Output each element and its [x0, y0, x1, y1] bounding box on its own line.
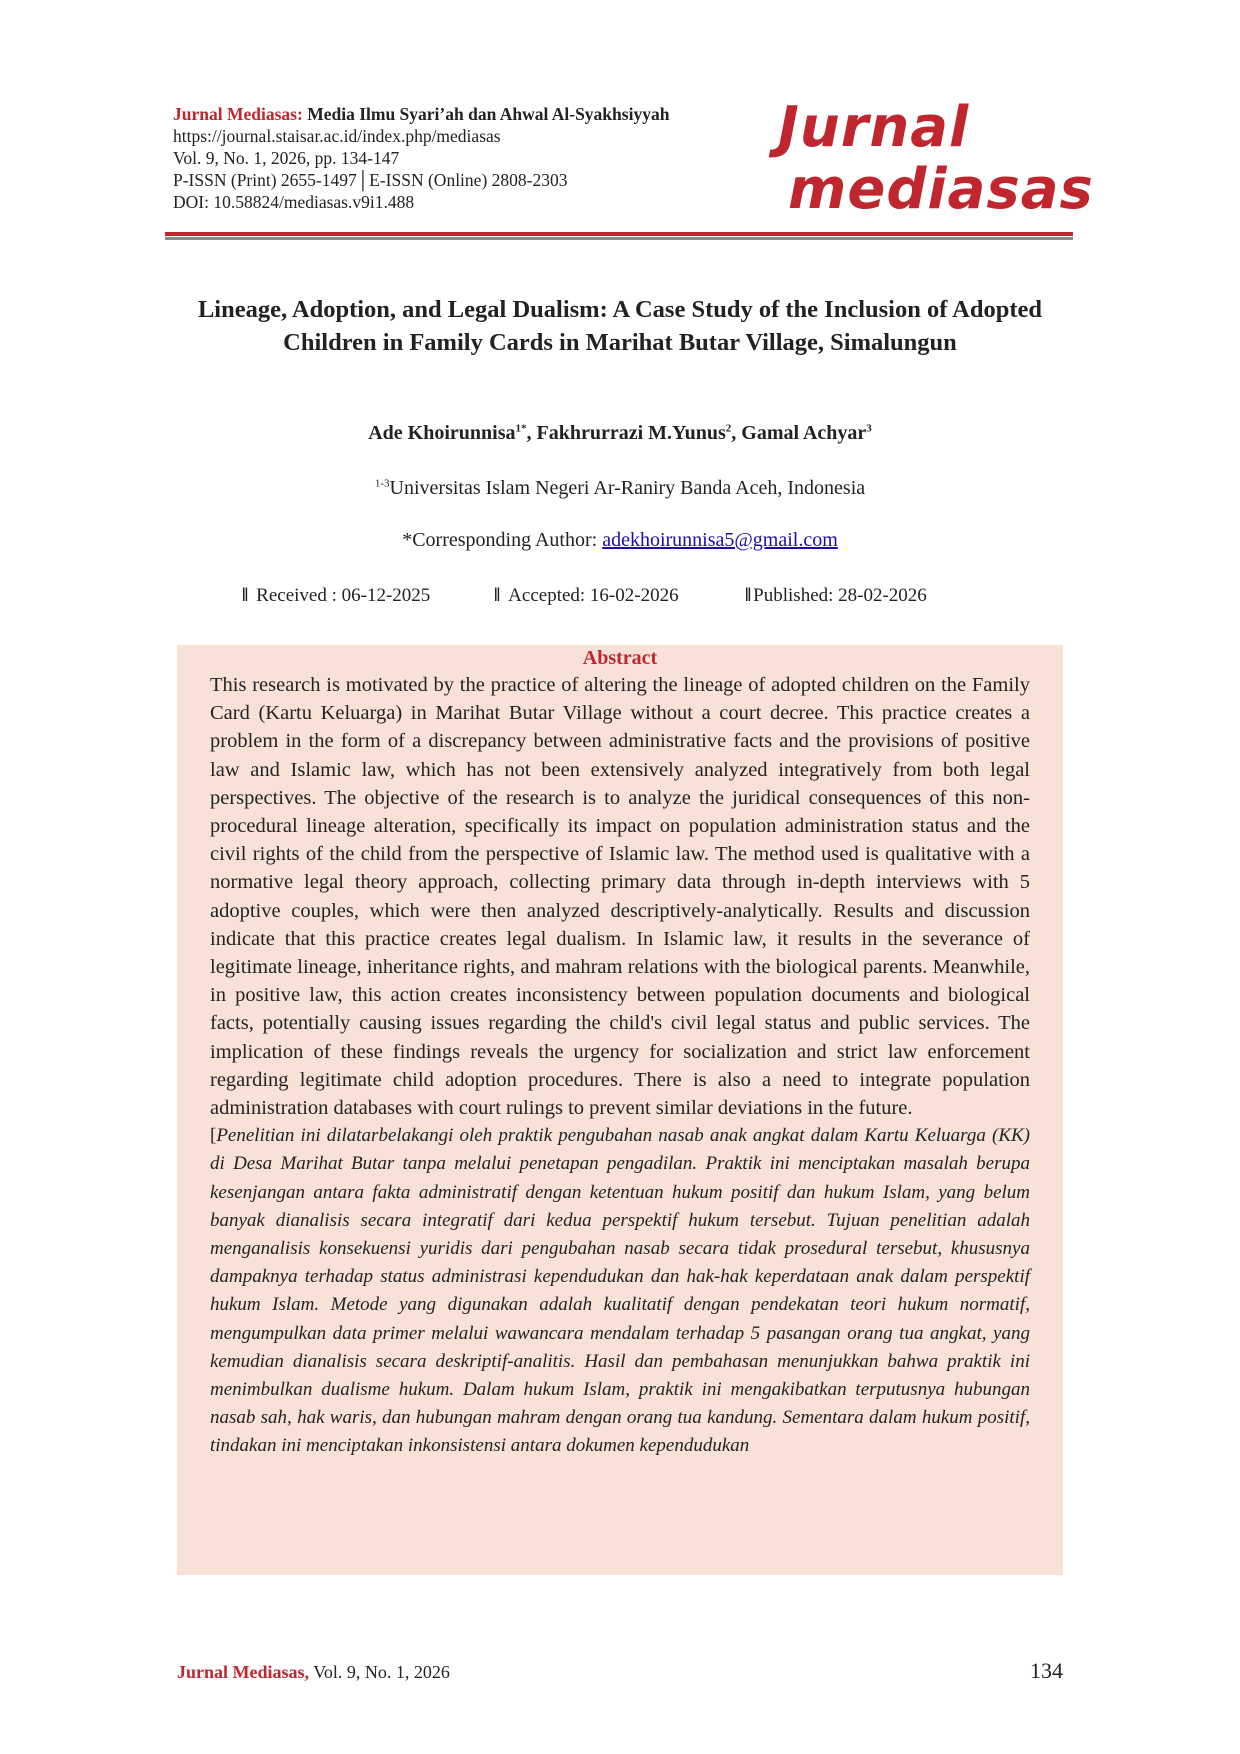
author-affiliation-mark: 2: [725, 422, 732, 435]
affiliation-text: Universitas Islam Negeri Ar-Raniry Banda Aceh, Indonesia: [389, 477, 866, 499]
abstract-english: This research is motivated by the practice of altering the lineage of adopted children on the Family Card (Kartu Keluarga) in Marihat Butar Village without a court decree. This practice creates a problem in the form of a discrepancy between administrative facts and the provisions of positive law and Islamic law, which has not been extensively analyzed integratively from both legal perspectives. The objective of the research is to analyze the juridical consequences of this non-procedural lineage alteration, specifically its impact on population administration status and the civil rights of the child from the perspective of Islamic law. The method used is qualitative with a normative legal theory approach, collecting primary data through in-depth interviews with 5 adoptive couples, which were then analyzed descriptively-analytically. Results and discussion indicate that this practice creates legal dualism. In Islamic law, it results in the severance of legitimate lineage, inheritance rights, and mahram relations with the biological parents. Meanwhile, in positive law, this action creates inconsistency between population documents and biological facts, potentially causing issues regarding the child's civil legal status and public services. The implication of these findings reveals the urgency for socialization and strict law enforcement regarding legitimate child adoption procedures. There is also a need to integrate population administration databases with court rulings to prevent similar deviations in the future.: [210, 674, 1030, 1120]
journal-issn: P-ISSN (Print) 2655-1497│E-ISSN (Online) 2808-2303: [173, 170, 568, 190]
affiliation: [180, 477, 1060, 500]
logo-line-1: Jurnal: [778, 95, 970, 160]
accepted-date: ‖ Accepted: 16-02-2026: [494, 585, 679, 606]
abstract-box: [177, 645, 1063, 1575]
author-list: Ade Khoirunnisa$^{1*}$, Fakhrurrazi M.Yunus$^2$, Gamal Achyar$^3$: [368, 422, 872, 444]
date-separator-bar: ‖: [745, 585, 752, 606]
abstract-heading: Abstract: [582, 647, 658, 669]
author-affiliation-mark: 1*: [515, 422, 527, 435]
corresponding-email-link[interactable]: adekhoirunnisa5@gmail.com: [602, 529, 838, 551]
author-name: Ade Khoirunnisa: [368, 422, 516, 444]
affiliation-mark: 1-3: [374, 477, 390, 490]
journal-doi[interactable]: DOI: 10.58824/mediasas.v9i1.488: [173, 192, 415, 212]
journal-volume: Vol. 9, No. 1, 2026, pp. 134-147: [173, 148, 400, 168]
corresponding-author: [180, 529, 1060, 552]
article-title: Lineage, Adoption, and Legal Dualism: A Case Study of the Inclusion of Adopted Children in Family Cards in Marihat Butar Village, Simalungun: [197, 296, 1043, 356]
author-name: Fakhrurrazi M.Yunus: [536, 422, 726, 444]
header-rule: [165, 232, 1073, 236]
corresponding-label: *Corresponding Author:: [402, 529, 603, 551]
published-date: ‖ Published: 28-02-2026: [745, 585, 927, 606]
journal-logo: [778, 95, 1094, 230]
abstract-indonesian: [Penelitian ini dilatarbelakangi oleh praktik pengubahan nasab anak angkat dalam Kartu Keluarga (KK) di Desa Marihat Butar tanpa melalui penetapan pengadilan. Praktik ini menciptakan masalah berupa kesenjangan antara fakta administratif dengan ketentuan hukum positif dan hukum Islam, yang belum banyak dianalisis secara integratif dari kedua perspektif hukum tersebut. Tujuan penelitian adalah menganalisis konsekuensi yuridis dari pengubahan nasab secara tidak prosedural tersebut, khususnya dampaknya terhadap status administrasi kependudukan dan hak-hak keperdataan anak dalam perspektif hukum Islam. Metode yang digunakan adalah kualitatif dengan pendekatan teori hukum normatif, mengumpulkan data primer melalui wawancara mendalam terhadap 5 pasangan orang tua angkat, yang kemudian dianalisis secara deskriptif-analitis. Hasil dan pembahasan menunjukkan bahwa praktik ini menimbulkan dualisme hukum. Dalam hukum Islam, praktik ini mengakibatkan terputusnya hubungan nasab sah, hak waris, dan hubungan mahram dengan orang tua kandung. Sementara dalam hukum positif, tindakan ini menciptakan inkonsistensi antara dokumen kependudukan: [210, 1125, 1030, 1457]
logo-line-2: mediasas: [788, 157, 1094, 222]
page-footer: Jurnal Mediasas, Vol. 9, No. 1, 2026: [177, 1662, 450, 1682]
journal-url[interactable]: https://journal.staisar.ac.id/index.php/mediasas: [173, 126, 501, 146]
date-separator-bar: ‖: [242, 585, 249, 606]
journal-header: [173, 103, 773, 213]
date-separator-bar: ‖: [494, 585, 501, 606]
journal-name: Jurnal Mediasas: Media Ilmu Syari’ah dan Ahwal Al-Syakhsiyyah: [173, 104, 670, 124]
author-affiliation-mark: 3: [866, 422, 872, 435]
footer-journal-name: Jurnal Mediasas,: [177, 1662, 310, 1682]
page-number: 134: [1030, 1658, 1063, 1683]
author-name: Gamal Achyar: [741, 422, 867, 444]
header-rule-shadow: [165, 237, 1073, 240]
received-date: ‖ Received : 06-12-2025: [242, 585, 431, 606]
